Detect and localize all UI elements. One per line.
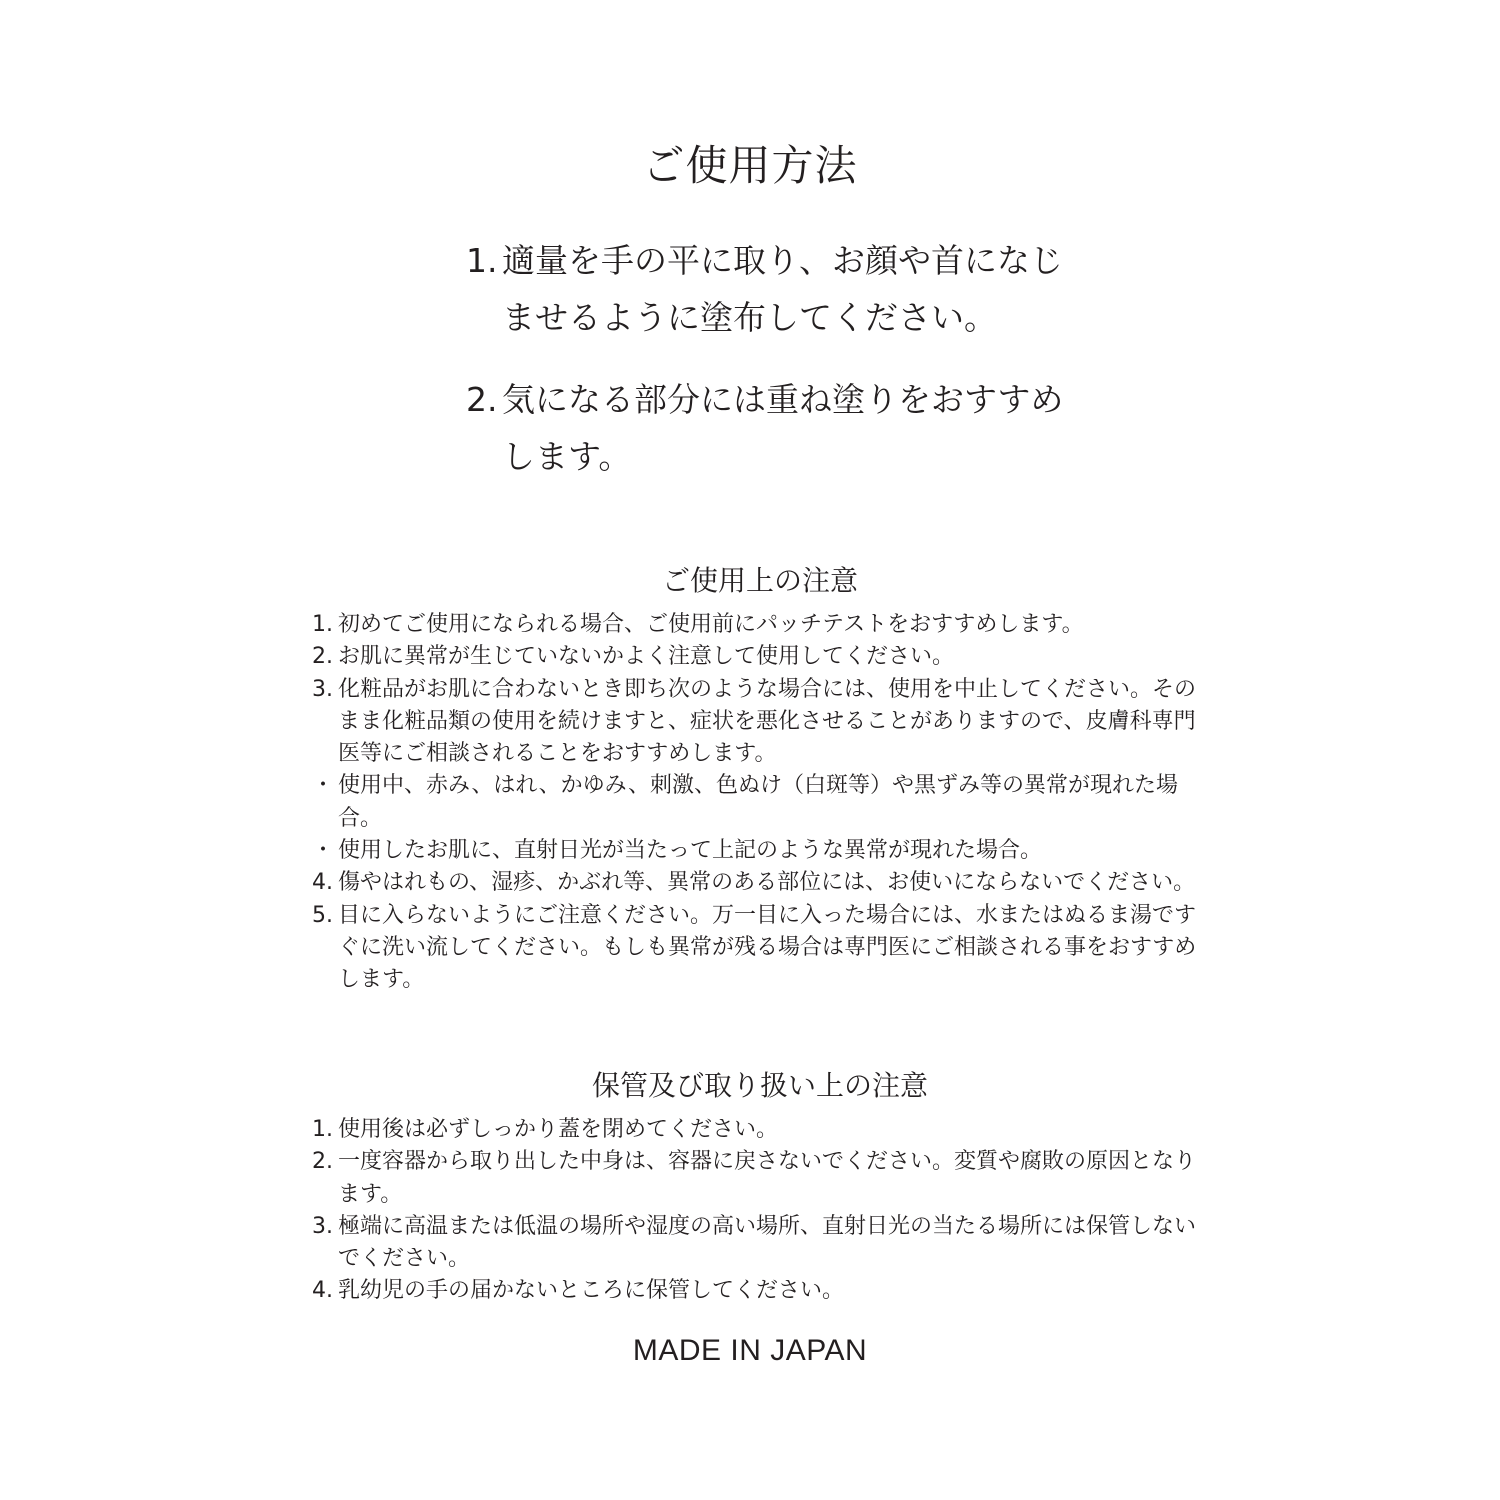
usage-title: ご使用方法: [642, 141, 858, 190]
usage-step: [466, 371, 1066, 485]
storage-number: 3.: [312, 1213, 333, 1239]
made-in-label: MADE IN JAPAN: [632, 1334, 868, 1367]
storage-item: [312, 1114, 1212, 1146]
storage-text: 極端に高温または低温の場所や湿度の高い場所、直射日光の当たる場所には保管しないでください。: [338, 1213, 1197, 1272]
precaution-item: [312, 609, 1212, 641]
storage-title: 保管及び取り扱い上の注意: [591, 1069, 928, 1102]
storage-list: [312, 1114, 1212, 1308]
storage-number: 1.: [312, 1117, 333, 1142]
precaution-text: 使用中、赤み、はれ、かゆみ、刺激、色ぬけ（白斑等）や黒ずみ等の異常が現れた場合。: [338, 773, 1178, 831]
storage-text: 使用後は必ずしっかり蓋を閉めてください。: [338, 1117, 779, 1142]
storage-number: 2.: [312, 1149, 333, 1175]
usage-step: [466, 232, 1066, 346]
precautions-title: ご使用上の注意: [661, 564, 858, 597]
precaution-number: 3.: [312, 676, 333, 702]
bullet-marker: ・: [312, 773, 335, 799]
precaution-item: [312, 674, 1212, 771]
precautions-list: [312, 609, 1212, 997]
usage-step-number: 1.: [466, 241, 498, 280]
storage-number: 4.: [312, 1278, 333, 1304]
storage-item: [312, 1146, 1212, 1211]
storage-item: [312, 1275, 1212, 1307]
storage-text: 一度容器から取り出した中身は、容器に戻さないでください。変質や腐敗の原因となります。: [338, 1149, 1197, 1207]
storage-item: [312, 1211, 1212, 1276]
usage-steps-list: [466, 232, 1066, 510]
storage-text: 乳幼児の手の届かないところに保管してください。: [338, 1278, 845, 1304]
usage-step-number: 2.: [466, 380, 498, 419]
precaution-item: [312, 900, 1212, 997]
precaution-text: 傷やはれもの、湿疹、かぶれ等、異常のある部位には、お使いにならないでください。: [338, 870, 1196, 896]
precaution-text: お肌に異常が生じていないかよく注意して使用してください。: [338, 644, 955, 670]
precaution-text: 使用したお肌に、直射日光が当たって上記のような異常が現れた場合。: [338, 838, 1043, 864]
precaution-item: [312, 641, 1212, 673]
precaution-subitem: [312, 770, 1212, 835]
precaution-subitem: [312, 835, 1212, 867]
precaution-number: 2.: [312, 644, 333, 670]
usage-step-text: 気になる部分には重ね塗りをおすすめします。: [502, 380, 1064, 476]
precaution-text: 初めてご使用になられる場合、ご使用前にパッチテストをおすすめします。: [338, 612, 1084, 637]
usage-step-text: 適量を手の平に取り、お顔や首になじませるように塗布してください。: [502, 241, 1063, 337]
precaution-number: 4.: [312, 870, 333, 896]
bullet-marker: ・: [312, 838, 335, 864]
precaution-number: 1.: [312, 612, 333, 637]
precaution-text: 目に入らないようにご注意ください。万一目に入った場合には、水またはぬるま湯ですぐに洗い流してください。もしも異常が残る場合は専門医にご相談される事をおすすめします。: [338, 902, 1197, 993]
precaution-number: 5.: [312, 902, 333, 928]
precaution-item: [312, 867, 1212, 899]
precaution-text: 化粧品がお肌に合わないとき即ち次のような場合には、使用を中止してください。そのまま化粧品類の使用を続けますと、症状を悪化させることがありますので、皮膚科専門医等にご相談されることをおすすめします。: [338, 676, 1197, 767]
